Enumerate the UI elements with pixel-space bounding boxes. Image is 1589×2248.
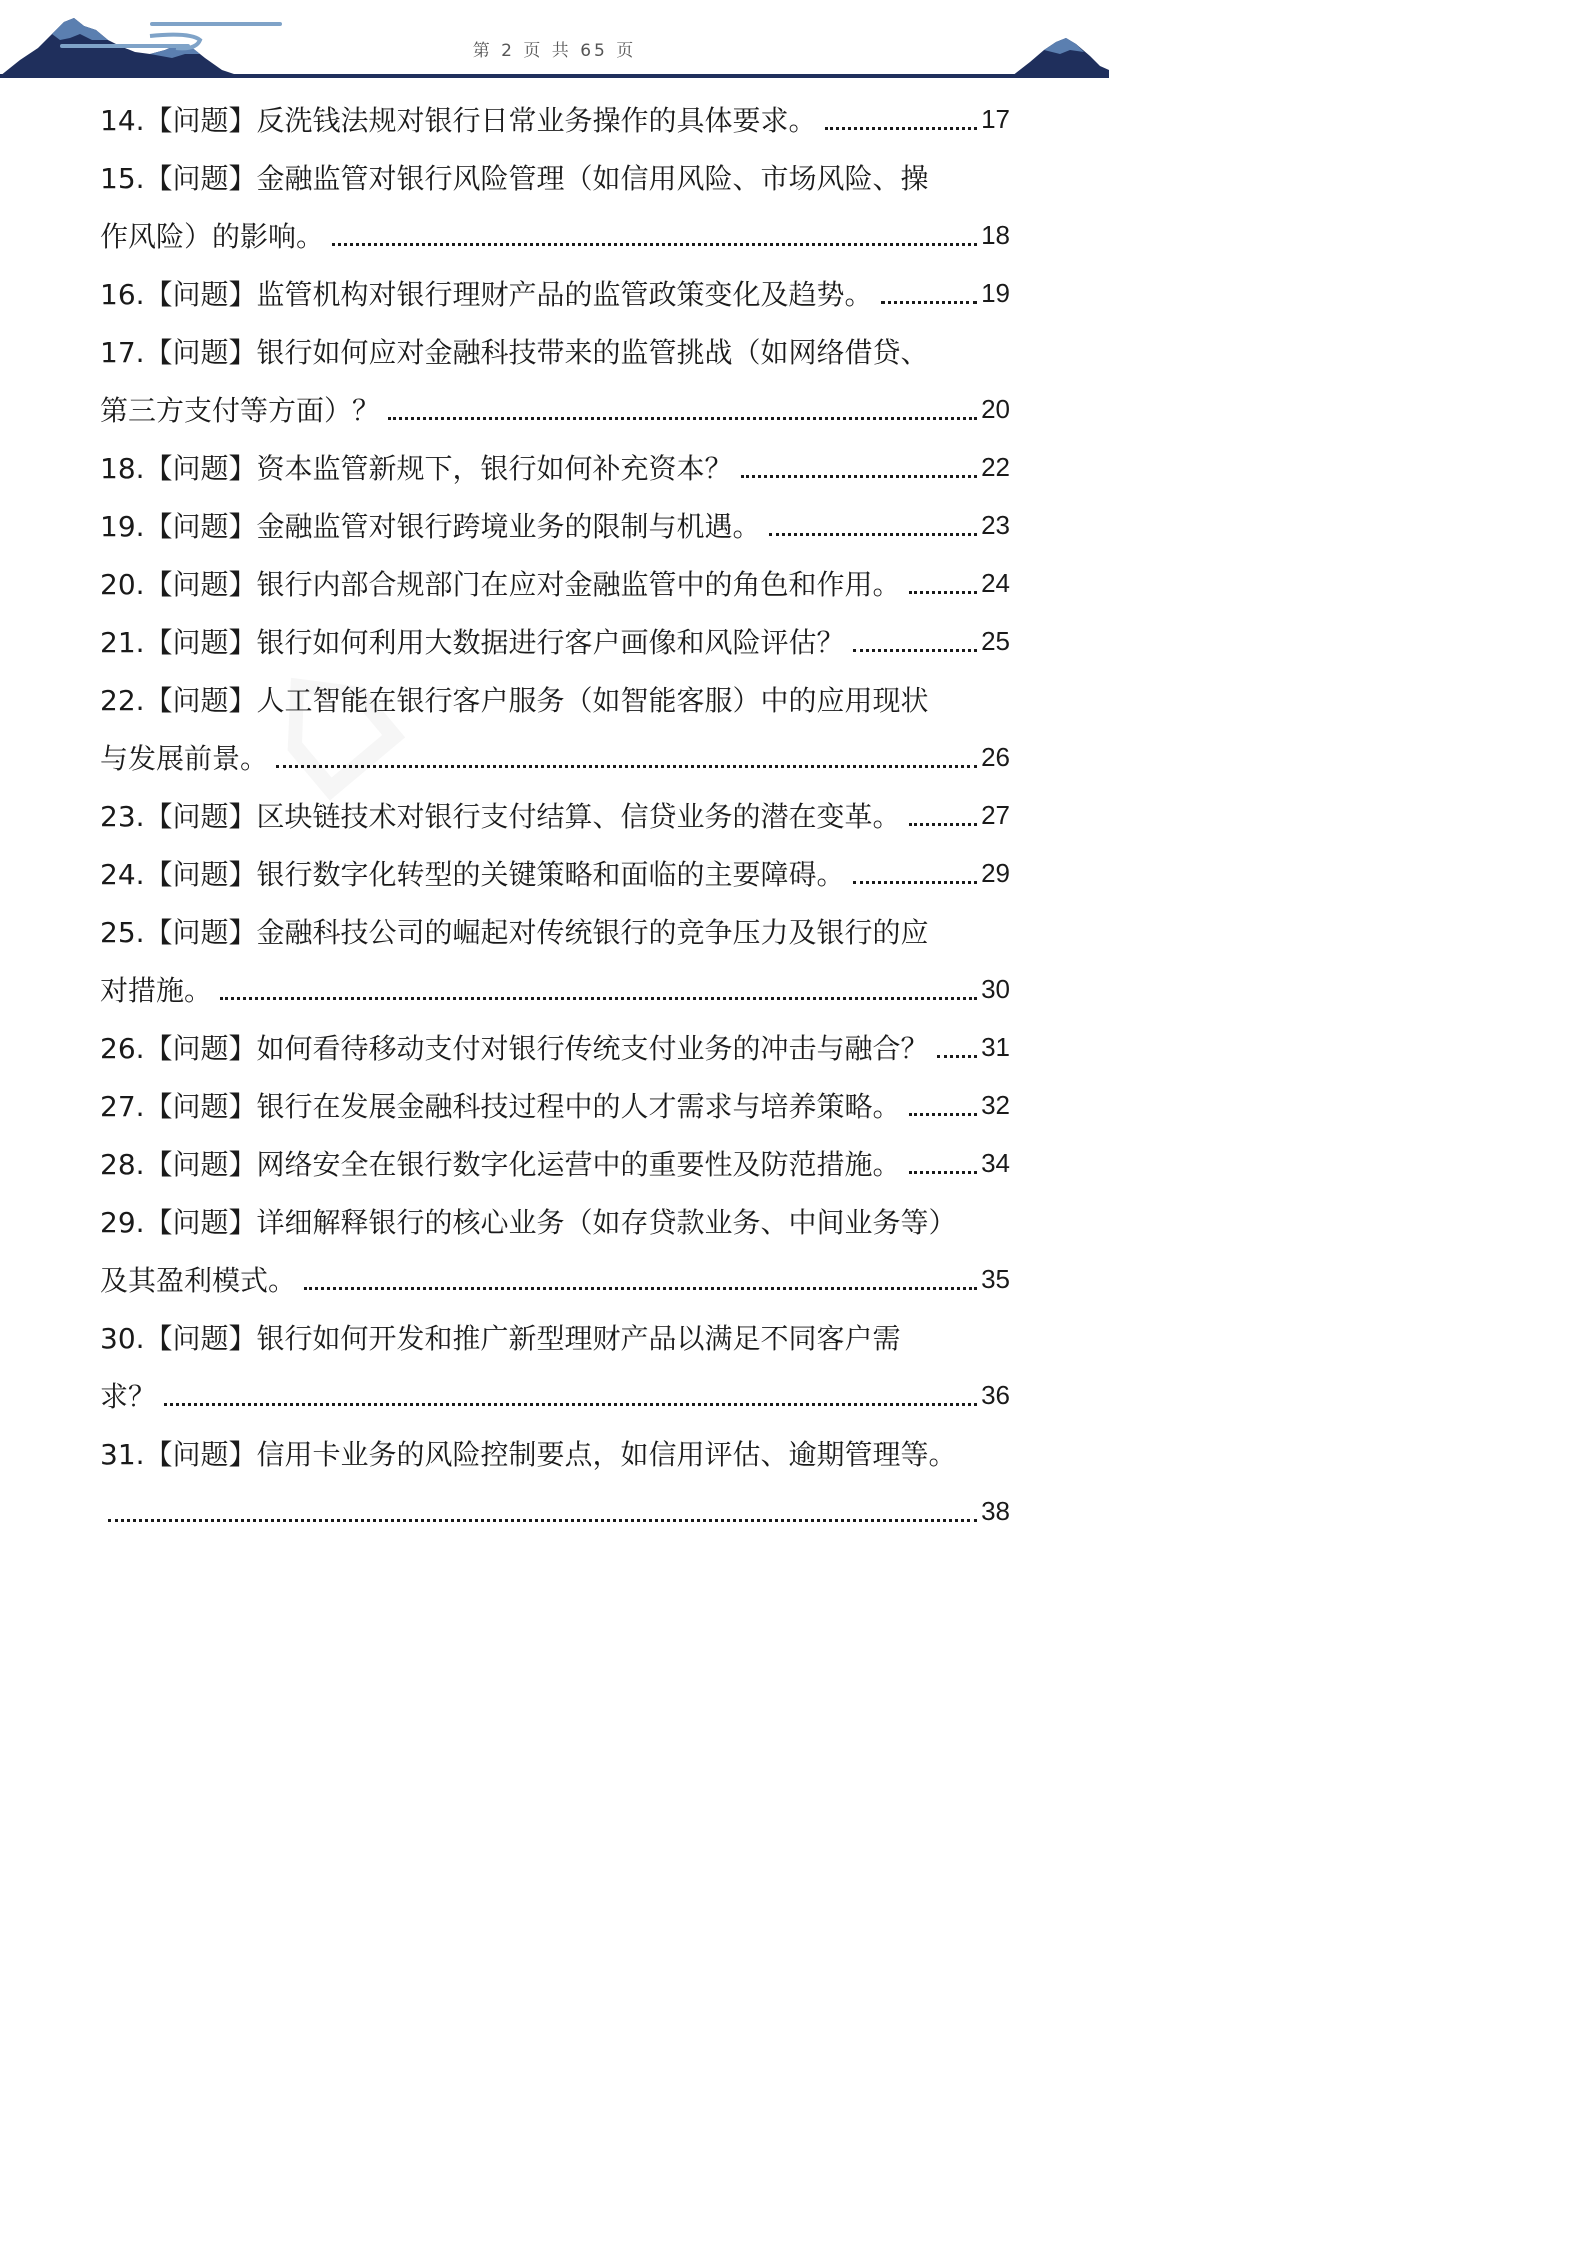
toc-line [100, 438, 1010, 496]
page-number: 第 2 页 共 65 页 [472, 41, 637, 61]
dot-leader [220, 997, 977, 1000]
toc-page-number: 38 [981, 1495, 1010, 1526]
toc-line [100, 1076, 1010, 1134]
toc-entry[interactable] [100, 438, 1010, 496]
toc-entry[interactable] [100, 554, 1010, 612]
dot-leader [304, 1287, 977, 1290]
toc-page-number: 18 [981, 219, 1010, 250]
toc-line [100, 148, 1010, 206]
toc-line [100, 960, 1010, 1018]
toc-entry-title: 31.【问题】信用卡业务的风险控制要点，如信用评估、逾期管理等。 [100, 1438, 957, 1471]
toc-line [100, 380, 1010, 438]
toc-entry[interactable] [100, 1192, 1010, 1308]
toc-entry-title: 作风险）的影响。 [100, 220, 325, 253]
toc-page-number: 31 [981, 1031, 1010, 1062]
dot-leader [881, 301, 978, 304]
toc-entry[interactable] [100, 322, 1010, 438]
dot-leader [388, 417, 977, 420]
toc-page-number: 23 [981, 509, 1010, 540]
toc-entry[interactable] [100, 148, 1010, 264]
table-of-contents [100, 90, 1010, 1540]
toc-entry-title: 24.【问题】银行数字化转型的关键策略和面临的主要障碍。 [100, 858, 845, 891]
toc-entry[interactable] [100, 1076, 1010, 1134]
dot-leader [853, 881, 978, 884]
toc-entry-title: 与发展前景。 [100, 742, 269, 775]
toc-page-number: 19 [981, 277, 1010, 308]
dot-leader [909, 1171, 978, 1174]
toc-page-number: 30 [981, 973, 1010, 1004]
toc-line [100, 322, 1010, 380]
toc-entry-title: 15.【问题】金融监管对银行风险管理（如信用风险、市场风险、操 [100, 162, 929, 195]
toc-entry-title: 18.【问题】资本监管新规下，银行如何补充资本？ [100, 452, 733, 485]
page-header [0, 0, 1109, 84]
toc-entry[interactable] [100, 496, 1010, 554]
toc-line [100, 1308, 1010, 1366]
toc-line [100, 1250, 1010, 1308]
dot-leader [164, 1403, 977, 1406]
toc-entry-title: 20.【问题】银行内部合规部门在应对金融监管中的角色和作用。 [100, 568, 901, 601]
dot-leader [276, 765, 977, 768]
toc-page-number: 27 [981, 799, 1010, 830]
dot-leader [769, 533, 978, 536]
toc-page-number: 29 [981, 857, 1010, 888]
toc-entry-title: 22.【问题】人工智能在银行客户服务（如智能客服）中的应用现状 [100, 684, 929, 717]
dot-leader [909, 823, 978, 826]
toc-entry-title: 16.【问题】监管机构对银行理财产品的监管政策变化及趋势。 [100, 278, 873, 311]
toc-entry[interactable] [100, 264, 1010, 322]
toc-entry-title: 对措施。 [100, 974, 213, 1007]
toc-line [100, 90, 1010, 148]
toc-entry[interactable] [100, 1308, 1010, 1424]
toc-entry-title: 求？ [100, 1380, 157, 1413]
toc-entry-title: 25.【问题】金融科技公司的崛起对传统银行的竞争压力及银行的应 [100, 916, 929, 949]
toc-page-number: 25 [981, 625, 1010, 656]
toc-entry-title: 28.【问题】网络安全在银行数字化运营中的重要性及防范措施。 [100, 1148, 901, 1181]
toc-page-number: 24 [981, 567, 1010, 598]
toc-entry[interactable] [100, 844, 1010, 902]
toc-line [100, 786, 1010, 844]
toc-line [100, 844, 1010, 902]
toc-line [100, 496, 1010, 554]
toc-entry[interactable] [100, 902, 1010, 1018]
toc-entry-title: 29.【问题】详细解释银行的核心业务（如存贷款业务、中间业务等） [100, 1206, 957, 1239]
toc-entry-title: 27.【问题】银行在发展金融科技过程中的人才需求与培养策略。 [100, 1090, 901, 1123]
toc-line [100, 1134, 1010, 1192]
toc-entry-title: 23.【问题】区块链技术对银行支付结算、信贷业务的潜在变革。 [100, 800, 901, 833]
toc-line [100, 1192, 1010, 1250]
toc-line [100, 1018, 1010, 1076]
dot-leader [108, 1519, 977, 1522]
toc-entry-title: 19.【问题】金融监管对银行跨境业务的限制与机遇。 [100, 510, 761, 543]
toc-line [100, 264, 1010, 322]
toc-entry[interactable] [100, 90, 1010, 148]
toc-page-number: 34 [981, 1147, 1010, 1178]
toc-entry[interactable] [100, 612, 1010, 670]
toc-line [100, 612, 1010, 670]
dot-leader [741, 475, 978, 478]
toc-entry-title: 26.【问题】如何看待移动支付对银行传统支付业务的冲击与融合？ [100, 1032, 929, 1065]
toc-entry-title: 14.【问题】反洗钱法规对银行日常业务操作的具体要求。 [100, 104, 817, 137]
toc-entry-title: 30.【问题】银行如何开发和推广新型理财产品以满足不同客户需 [100, 1322, 901, 1355]
toc-line [100, 206, 1010, 264]
toc-line [100, 554, 1010, 612]
toc-entry-title: 17.【问题】银行如何应对金融科技带来的监管挑战（如网络借贷、 [100, 336, 929, 369]
dot-leader [937, 1055, 978, 1058]
toc-line [100, 902, 1010, 960]
dot-leader [853, 649, 978, 652]
toc-page-number: 26 [981, 741, 1010, 772]
toc-page-number: 35 [981, 1263, 1010, 1294]
dot-leader [909, 591, 978, 594]
toc-line [100, 1366, 1010, 1424]
toc-entry-title: 21.【问题】银行如何利用大数据进行客户画像和风险评估？ [100, 626, 845, 659]
toc-page-number: 32 [981, 1089, 1010, 1120]
toc-entry[interactable] [100, 1018, 1010, 1076]
toc-entry-title: 第三方支付等方面）？ [100, 394, 381, 427]
toc-entry[interactable] [100, 786, 1010, 844]
toc-line [100, 1424, 1010, 1482]
toc-line [100, 1482, 1010, 1540]
dot-leader [332, 243, 977, 246]
toc-page-number: 20 [981, 393, 1010, 424]
dot-leader [825, 127, 978, 130]
dot-leader [909, 1113, 978, 1116]
toc-line [100, 670, 1010, 728]
toc-entry[interactable] [100, 670, 1010, 786]
toc-entry[interactable] [100, 1424, 1010, 1540]
toc-page-number: 22 [981, 451, 1010, 482]
toc-page-number: 17 [981, 103, 1010, 134]
toc-entry[interactable] [100, 1134, 1010, 1192]
toc-entry-title: 及其盈利模式。 [100, 1264, 297, 1297]
toc-line [100, 728, 1010, 786]
toc-page-number: 36 [981, 1379, 1010, 1410]
